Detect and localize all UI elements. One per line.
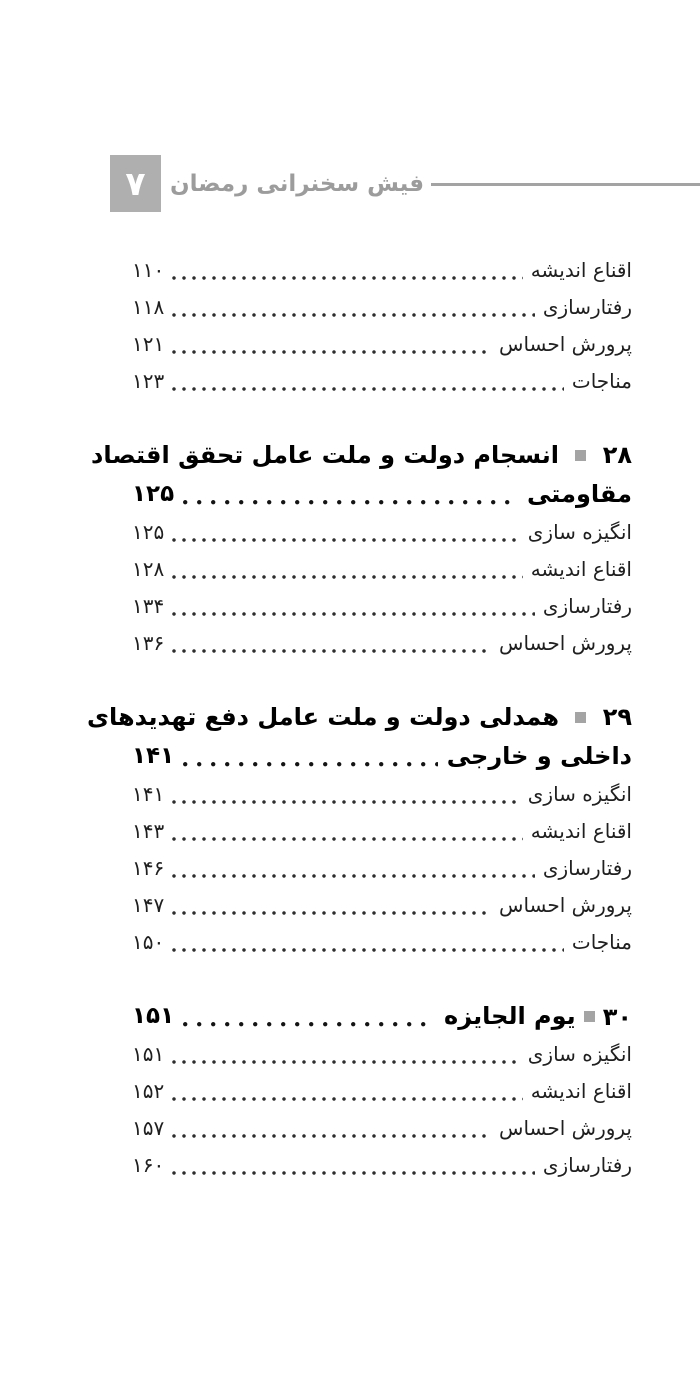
toc-entry-label: رفتارسازی	[542, 1153, 632, 1177]
page-number: ۱۵۲	[132, 1079, 165, 1103]
book-title: فیش سخنرانی رمضان	[170, 170, 425, 197]
toc-entry-label: مناجات	[571, 930, 632, 954]
section-title-part2: مقاومتی	[527, 480, 632, 508]
page-number: ۱۱۰	[132, 258, 165, 282]
toc-entry-label: اقناع اندیشه	[530, 819, 632, 843]
section-number: ۲۹	[602, 703, 632, 731]
dot-leader	[172, 1060, 520, 1064]
toc-entry-label: مناجات	[571, 369, 632, 393]
dot-leader	[172, 350, 491, 354]
page-number: ۱۱۸	[132, 295, 165, 319]
toc-entry-label: پرورش احساس	[499, 631, 632, 655]
page-number: ۱۵۷	[132, 1116, 165, 1140]
toc-entry-label: رفتارسازی	[542, 295, 632, 319]
toc-entry-label: اقناع اندیشه	[530, 557, 632, 581]
toc-entry-label: اقناع اندیشه	[530, 1079, 632, 1103]
page-number: ۱۲۵	[132, 520, 165, 544]
section-heading-line1	[86, 698, 632, 737]
toc-entry-label: انگیزه سازی	[527, 520, 632, 544]
page-number: ۱۲۵	[132, 481, 175, 507]
page-number: ۱۳۶	[132, 631, 165, 655]
toc-section-28	[91, 436, 632, 662]
page-number: ۱۴۷	[132, 893, 165, 917]
page-header	[110, 155, 700, 212]
page-number: ۱۵۰	[132, 930, 165, 954]
toc-entry-label: رفتارسازی	[542, 594, 632, 618]
section-heading-line2	[132, 737, 632, 776]
toc-row	[132, 551, 632, 588]
dot-leader	[172, 649, 491, 653]
toc-row	[132, 776, 632, 813]
dot-leader	[172, 911, 491, 915]
page-number: ۱۳۴	[132, 594, 165, 618]
toc-section-30	[132, 997, 632, 1184]
toc-entry-label: رفتارسازی	[542, 856, 632, 880]
dot-leader	[172, 538, 520, 542]
table-of-contents	[86, 252, 632, 1184]
dot-leader	[172, 874, 535, 878]
section-number: ۲۸	[602, 441, 632, 469]
section-title-part1: یوم الجایزه	[444, 1002, 576, 1030]
dot-leader	[172, 313, 535, 317]
page-number: ۱۴۱	[132, 782, 165, 806]
page-number-badge: ۷	[110, 155, 161, 212]
page-number: ۱۵۱	[132, 1042, 165, 1066]
toc-row	[132, 514, 632, 551]
toc-entry-label: اقناع اندیشه	[530, 258, 632, 282]
toc-row	[132, 625, 632, 662]
bullet-square-icon	[584, 1011, 595, 1022]
page-number: ۱۲۸	[132, 557, 165, 581]
toc-entry-label: پرورش احساس	[499, 1116, 632, 1140]
section-heading-inline	[444, 997, 632, 1036]
page-number: ۱۶۰	[132, 1153, 165, 1177]
bullet-square-icon	[575, 712, 586, 723]
toc-section-29	[86, 698, 632, 961]
toc-row	[132, 588, 632, 625]
toc-row	[132, 289, 632, 326]
toc-row	[132, 813, 632, 850]
header-rule	[431, 183, 700, 186]
bullet-square-icon	[575, 450, 586, 461]
toc-row	[132, 924, 632, 961]
section-number: ۳۰	[602, 1002, 632, 1031]
page-number: ۱۲۱	[132, 332, 165, 356]
dot-leader	[183, 1022, 435, 1027]
dot-leader	[172, 800, 520, 804]
toc-entry-label: پرورش احساس	[499, 893, 632, 917]
dot-leader	[183, 500, 518, 505]
dot-leader	[172, 1171, 535, 1175]
toc-row	[132, 1073, 632, 1110]
toc-entry-label: پرورش احساس	[499, 332, 632, 356]
dot-leader	[183, 762, 438, 767]
dot-leader	[172, 837, 522, 841]
dot-leader	[172, 1097, 522, 1101]
dot-leader	[172, 612, 535, 616]
toc-row	[132, 1110, 632, 1147]
toc-row	[132, 850, 632, 887]
section-title-part1: انسجام دولت و ملت عامل تحقق اقتصاد	[91, 441, 559, 469]
section-title-part2: داخلی و خارجی	[446, 742, 632, 770]
toc-row	[132, 887, 632, 924]
dot-leader	[172, 948, 564, 952]
dot-leader	[172, 276, 522, 280]
toc-row	[132, 252, 632, 289]
toc-row	[132, 1036, 632, 1073]
section-heading	[132, 997, 632, 1036]
dot-leader	[172, 1134, 491, 1138]
toc-entry-label: انگیزه سازی	[527, 1042, 632, 1066]
dot-leader	[172, 387, 564, 391]
page-number: ۱۴۳	[132, 819, 165, 843]
page-number: ۱۵۱	[132, 1003, 175, 1029]
section-heading-line2	[132, 475, 632, 514]
toc-row	[132, 1147, 632, 1184]
dot-leader	[172, 575, 522, 579]
page-number: ۱۴۱	[132, 743, 175, 769]
page-number: ۱۴۶	[132, 856, 165, 880]
toc-entry-label: انگیزه سازی	[527, 782, 632, 806]
section-title-part1: همدلی دولت و ملت عامل دفع تهدیدهای	[86, 703, 559, 731]
toc-row	[132, 326, 632, 363]
page-number: ۱۲۳	[132, 369, 165, 393]
section-heading-line1	[91, 436, 632, 475]
toc-row	[132, 363, 632, 400]
